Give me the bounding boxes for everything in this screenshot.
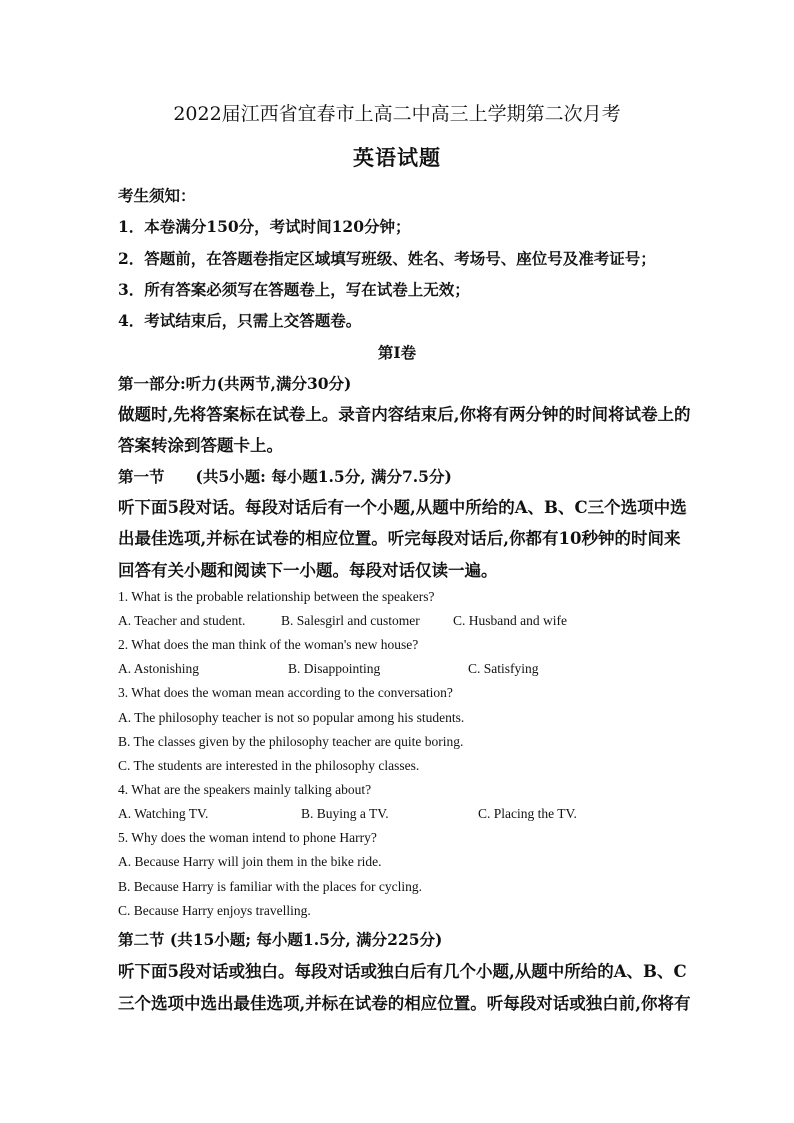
notice-item: 3．所有答案必须写在答题卷上，写在试卷上无效； [118,280,470,299]
part1-instructions: 答案转涂到答题卡上。 [118,436,283,455]
question-option: C. Husband and wife [453,613,567,628]
exam-subtitle: 英语试题 [353,145,441,170]
question-option: B. Because Harry is familiar with the places for cycling. [118,879,423,894]
section1-heading: 第一节 (共5小题: 每小题1.5分, 满分7.5分) [118,467,452,486]
notice-item: 1．本卷满分150分，考试时间120分钟； [118,217,411,236]
section1-instructions: 回答有关小题和阅读下一小题。每段对话仅读一遍。 [118,561,498,580]
question-stem: 3. What does the woman mean according to the conversation? [118,685,453,700]
part1-heading: 第一部分:听力(共两节,满分30分) [118,374,352,393]
part1-instructions: 做题时,先将答案标在试卷上。录音内容结束后,你将有两分钟的时间将试卷上的 [118,405,691,424]
notice-item: 2．答题前，在答题卷指定区域填写班级、姓名、考场号、座位号及准考证号； [118,249,656,268]
question-stem: 4. What are the speakers mainly talking about? [118,782,372,797]
question-option: A. Teacher and student. [118,613,246,628]
question-option: C. Because Harry enjoys travelling. [118,903,311,918]
question-option: B. The classes given by the philosophy teacher are quite boring. [118,734,464,749]
section1-instructions: 出最佳选项,并标在试卷的相应位置。听完每段对话后,你都有10秒钟的时间来 [118,529,681,548]
notice-item: 4．考试结束后，只需上交答题卷。 [118,311,362,330]
question-option: A. Astonishing [118,661,200,676]
question-option: C. Satisfying [468,661,539,676]
volume-heading: 第Ⅰ卷 [377,343,417,362]
question-option: C. The students are interested in the philosophy classes. [118,758,420,773]
question-option: A. Because Harry will join them in the bike ride. [118,854,382,869]
question-option: B. Salesgirl and customer [281,613,420,628]
section1-instructions: 听下面5段对话。每段对话后有一个小题,从题中所给的A、B、C三个选项中选 [118,498,687,517]
section2-instructions: 三个选项中选出最佳选项,并标在试卷的相应位置。听每段对话或独白前,你将有 [118,994,691,1013]
notice-heading: 考生须知： [118,186,196,205]
question-option: A. The philosophy teacher is not so popular among his students. [118,710,465,725]
question-stem: 2. What does the man think of the woman's new house? [118,637,419,652]
question-option: B. Buying a TV. [301,806,389,821]
question-stem: 5. Why does the woman intend to phone Harry? [118,830,377,845]
question-stem: 1. What is the probable relationship between the speakers? [118,589,435,604]
question-option: A. Watching TV. [118,806,209,821]
section2-instructions: 听下面5段对话或独白。每段对话或独白后有几个小题,从题中所给的A、B、C [118,962,687,981]
question-option: C. Placing the TV. [478,806,577,821]
exam-title: 2022届江西省宜春市上高二中高三上学期第二次月考 [173,103,621,125]
section2-heading: 第二节 (共15小题; 每小题1.5分, 满分225分) [118,930,443,949]
question-option: B. Disappointing [288,661,381,676]
